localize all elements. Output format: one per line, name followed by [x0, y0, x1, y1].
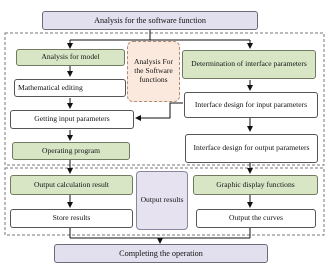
analysis-for-model-box: Analysis for model: [16, 49, 125, 66]
interface-design-output-box: Interface design for output parameters: [185, 134, 318, 163]
interface-design-input-box: Interface design for input parameters: [184, 92, 318, 118]
output-results-label: Output results: [136, 171, 188, 230]
completing-operation-box: Completing the operation: [54, 244, 268, 263]
software-function-analysis-box: Analysis for the software function: [42, 11, 258, 30]
determination-interface-parameters-box: Determination of interface parameters: [182, 50, 316, 79]
graphic-display-functions-box: Graphic display functions: [193, 175, 318, 195]
getting-input-parameters-box: Getting input parameters: [10, 110, 134, 129]
output-curves-box: Output the curves: [196, 209, 316, 228]
output-calculation-result-box: Output calculation result: [10, 175, 133, 195]
connector-arrow: [136, 103, 183, 118]
analysis-software-functions-label: Analysis For the Software functions: [127, 41, 180, 102]
operating-program-box: Operating program: [12, 142, 130, 160]
store-results-box: Store results: [10, 209, 133, 228]
mathematical-editing-box: Mathematical editing: [14, 79, 126, 97]
